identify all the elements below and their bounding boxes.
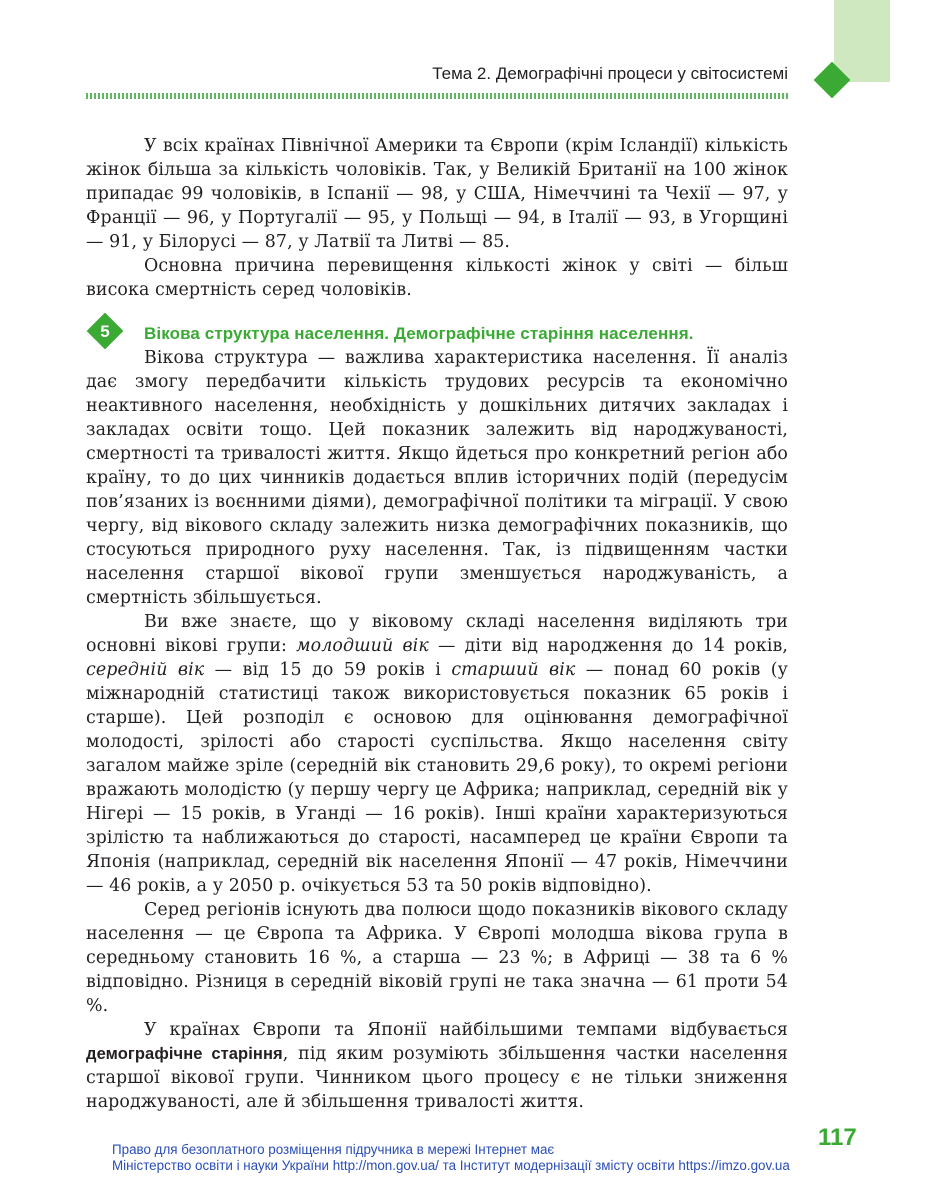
running-header-title: Тема 2. Демографічні процеси у світосистемі [432, 64, 788, 83]
footer-line-2: Міністерство освіти і науки України http://mon.gov.ua/ та Інститут модернізації змісту освіти https://imzo.gov.ua [112, 1158, 790, 1173]
term-middle-age: середній вік [86, 660, 205, 680]
text-run: — діти від народження до 14 років, [428, 636, 789, 656]
section-number: 5 [100, 322, 110, 341]
header-dotted-rule [86, 93, 788, 99]
paragraph-mortality-reason: Основна причина перевищення кількості жінок у світі — більш висока смертність серед чоловіків. [86, 256, 788, 300]
paragraph-age-structure: Вікова структура — важлива характеристика населення. Її аналіз дає змогу передбачити кількість трудових ресурсів та економічно неактивного населення, необхідність у дошкільних дитячих закладах і закладах освіти тощо. Цей показник залежить від народжуваності, смертності та тривалості життя. Якщо йдеться про конкретний регіон або країну, то до цих чинників додається вплив історичних подій (передусім пов’язаних із воєнними діями), демографічної політики та міграції. У свою чергу, від вікового складу залежить низка демографічних показників, що стосуються природного руху населення. Так, із підвищенням частки населення старшої вікової групи зменшується народжуваність, а смертність збільшується. [86, 348, 788, 608]
term-old-age: старший вік [451, 660, 576, 680]
text-run: — від 15 до 59 років і [204, 660, 452, 680]
paragraph-age-groups [86, 610, 788, 898]
corner-tab [834, 0, 890, 82]
term-demographic-aging: демографічне старіння [86, 1045, 283, 1063]
text-run: — понад 60 років (у міжнародній статистиці також використовується показник 65 років і старше). Цей розподіл є основою для оцінювання демографічної молодості, зрілості або старості суспільства. Якщо населення світу загалом майже зріле (середній вік становить 29,6 року), то окремі регіони вражають молодістю (у першу чергу це Африка; наприклад, середній вік у Нігері — 15 років, в Уганді — 16 років). Інші країни характеризуються зрілістю та наближаються до старості, насамперед це країни Європи та Японія (наприклад, середній вік населення Японії — 47 років, Німеччини — 46 років, а у 2050 р. очікується 53 та 50 років відповідно). [86, 660, 788, 896]
section-title: Вікова структура населення. Демографічне старіння населення. [144, 324, 694, 343]
paragraph-women-men-ratio: У всіх країнах Північної Америки та Європи (крім Ісландії) кількість жінок більша за кількість чоловіків. Так, у Великій Британії на 100 жінок припадає 99 чоловіків, в Іспанії — 98, у США, Німеччині та Чехії — 97, у Франції — 96, у Португалії — 95, у Польщі — 94, в Італії — 93, в Угорщині — 91, у Білорусі — 87, у Латвії та Литві — 85. [86, 136, 788, 252]
page-number: 117 [818, 1124, 857, 1151]
term-young-age: молодший вік [296, 636, 429, 656]
text-run: У країнах Європи та Японії найбільшими темпами відбувається [144, 1020, 788, 1040]
text-run: Ви вже знаєте, що у віковому складі населення виділяють три основні вікові групи: [86, 612, 788, 656]
paragraph-europe-africa: Серед регіонів існують два полюси щодо показників вікового складу населення — це Європа та Африка. У Європі молодша вікова група в середньому становить 16 %, а старша — 23 %; в Африці — 38 та 6 % відповідно. Різниця в середній віковій групі не така значна — 61 проти 54 %. [86, 900, 788, 1016]
page-body [86, 134, 788, 1114]
footer-notice [112, 1142, 872, 1174]
paragraph-demographic-aging [86, 1018, 788, 1114]
text-run: , під яким розуміють збільшення частки населення старшої вікової групи. Чинником цього процесу є не тільки зниження народжуваності, але й збільшення тривалості життя. [86, 1044, 788, 1112]
section-heading [86, 322, 788, 346]
footer-line-1: Право для безоплатного розміщення підручника в мережі Інтернет має [112, 1142, 555, 1157]
